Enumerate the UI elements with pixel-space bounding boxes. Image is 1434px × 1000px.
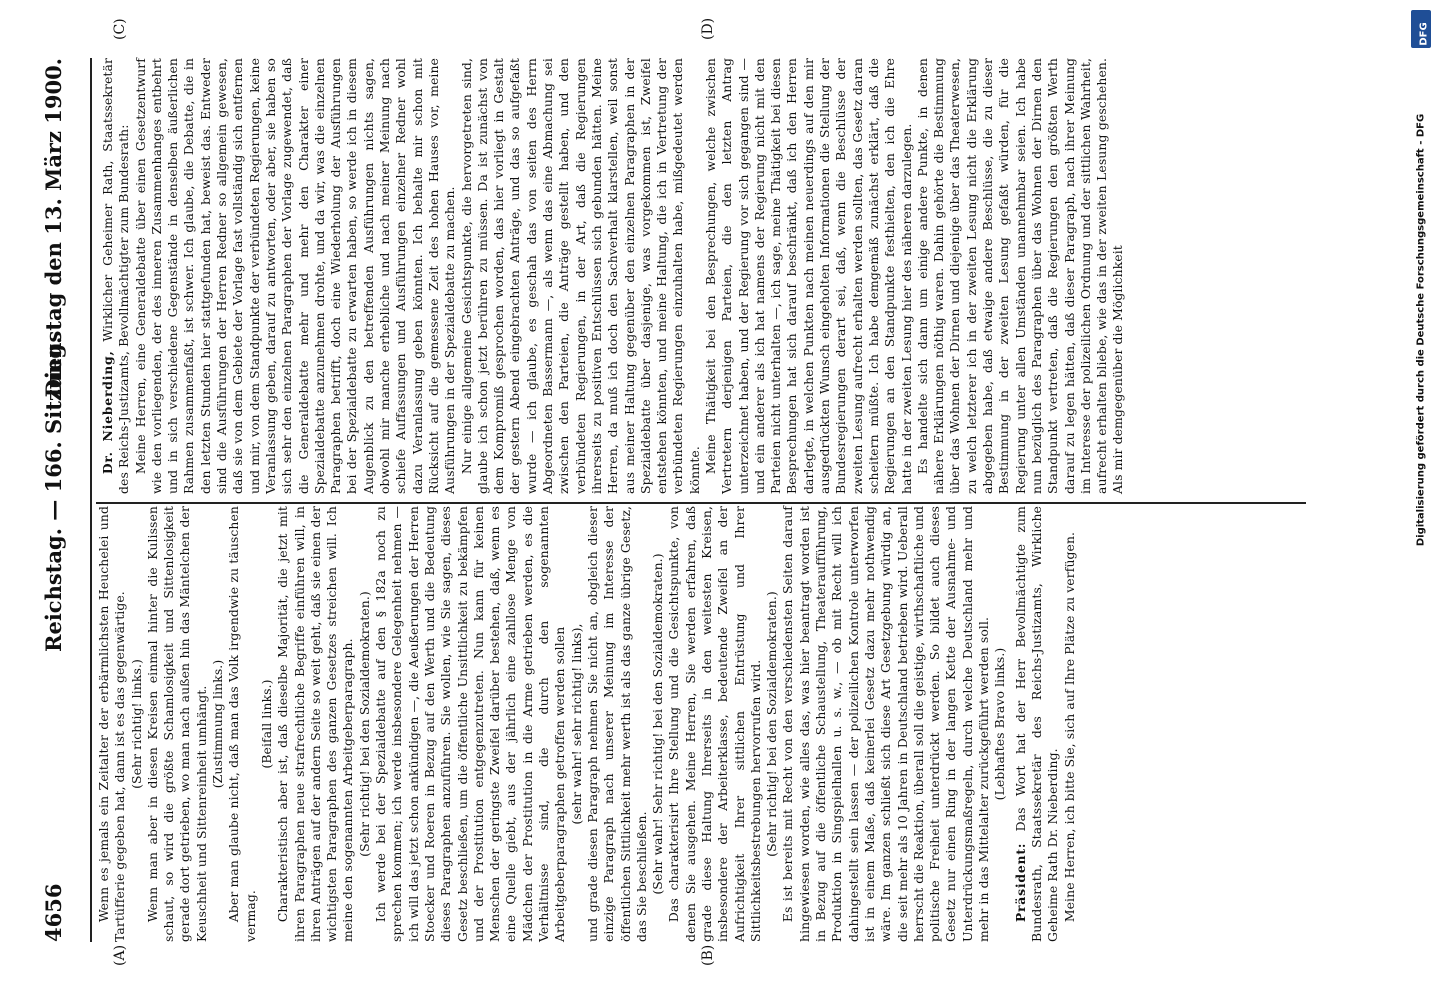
dfg-logo: [1411, 10, 1431, 48]
speaker-text: Wirklicher Geheimer Rath, Staatssekretär des Reichs-Justizamts, Bevollmächtigter zum Bundesrath:: [100, 58, 132, 494]
speaker-paragraph: [1013, 506, 1062, 942]
digitization-credit: Digitalisierung gefördert durch die Deutsche Forschungsgemeinschaft - DFG: [1415, 113, 1427, 547]
paragraph: Es handelte sich dann um einige andere Punkte, in denen nähere Erklärungen nöthig waren. Dahin gehörte die Bestimmung über das Wohnen der Dirnen und diejenige über das Theaterwesen, zu welch letzterer ich in der zweiten Lesung nicht die Erklärung abgegeben habe, daß etwaige andere Beschlüsse, die zu dieser Bestimmung in der zweiten Lesung gefaßt würden, für die Regierung unter allen Umständen unannehmbar seien. Ich habe nun bezüglich des Paragraphen über das Wohnen der Dirnen den Standpunkt vertreten, daß die Regierungen den größten Werth darauf zu legen hätten, daß dieser Paragraph, nach ihrer Meinung im Interesse der polizeilichen Ordnung und der sittlichen Wahrheit, aufrecht erhalten bliebe, wie das in der zweiten Lesung geschehen. Als mir demgegenüber die Möglichkeit: [914, 58, 1126, 494]
interjection: (Lebhaftes Bravo links.): [992, 647, 1008, 801]
speaker-name: Dr. Nieberding,: [100, 350, 115, 475]
header-rule: [90, 58, 92, 942]
digitization-sidebar: [1408, 0, 1434, 1000]
speaker-name: Präsident:: [1012, 842, 1028, 923]
margin-marker-c: (C): [112, 18, 128, 40]
margin-marker-b: (B): [700, 944, 716, 966]
interjection: (Zustimmung links.): [210, 659, 226, 789]
margin-marker-a: (A): [112, 944, 128, 966]
interjection: (Sehr richtig! bei den Sozialdemokraten.): [356, 591, 372, 857]
running-head-left: Reichstag. — 166. Sitzung.: [41, 336, 66, 652]
paragraph: Wenn man aber in diesen Kreisen einmal hinter die Kulissen schaut, so wird die größte Schamlosigkeit und Sittenlosigkeit gerade dort getrieben, wo man nach außen hin das Mäntelchen der Keuschheit und Sittenreinheit umhängt.: [144, 506, 209, 942]
paragraph: Wenn es jemals ein Zeitalter der erbärmlichsten Heuchelei und Tartüfferie gegeben hat, dann ist es das gegenwärtige.: [96, 506, 128, 942]
running-head: [34, 58, 74, 942]
margin-marker-d: (D): [700, 17, 716, 40]
paragraph: Es ist bereits mit Recht von den verschiedensten Seiten darauf hingewiesen worden, wie alles das, was hier beantragt worden ist in Bezug auf die öffentliche Schaustellung, Theateraufführung, Produktion in Singspielhallen u. s. w., — ob mit Recht will ich dahingestellt sein lassen — der polizeilichen Kontrole unterworfen ist in einem Maße, daß keinerlei Gesetz dazu mehr nothwendig wäre. Im ganzen schließt sich diese Art Gesetzgebung würdig an, die seit mehr als 10 Jahren in Deutschland betrieben wird. Ueberall herrscht die Reaktion, überall soll die geistige, wirthschaftliche und politische Freiheit unterdrückt werden. So bildet auch dieses Gesetz nur einen Ring in der langen Kette der Ausnahme- und Unterdrückungsmaßregeln, durch welche Deutschland mehr und mehr in das Mittelalter zurückgeführt werden soll.: [780, 506, 992, 942]
speaker-text: Das Wort hat der Herr Bevollmächtigte zum Bundesrath, Staatssekretär des Reichs-Justizamts, Wirkliche Geheime Rath Dr. Nieberding.: [1012, 506, 1061, 942]
interjection: (sehr wahr! sehr richtig! links),: [568, 623, 584, 825]
paragraph: und grade diesen Paragraph nehmen Sie nicht an, obgleich dieser einzige Paragraph nach unserer Meinung im Interesse der öffentlichen Sittlichkeit mehr werth ist als das ganze übrige Gesetz, das Sie beschließen.: [584, 506, 649, 942]
interjection: (Beifall links.): [258, 679, 274, 769]
running-head-right: Dienstag den 13. März 1900.: [41, 58, 66, 398]
paragraph: Ich werde bei der Spezialdebatte auf den § 182a noch zu sprechen kommen; ich werde insbesondere Gelegenheit nehmen — ich will das jetzt schon ankündigen —, die Aeußerungen der Herren Stoecker und Roeren in Bezug auf den Werth und die Bedeutung dieses Paragraphen anzuführen. Sie wollen, wie Sie sagen, dieses Gesetz beschließen, um die öffentliche Unsittlichkeit zu bekämpfen und der Prostitution entgegenzutreten. Nun kann für keinen Menschen der geringste Zweifel darüber bestehen, daß, wenn es eine Quelle giebt, aus der jährlich eine zahllose Menge von Mädchen der Prostitution in die Arme getrieben werden, es die Verhältnisse sind, die durch den sogenannten Arbeitgeberparagraphen getroffen werden sollen: [373, 506, 568, 942]
interjection: (Sehr wahr! Sehr richtig! bei den Sozialdemokraten.): [650, 553, 666, 895]
dfg-logo-text: DFG: [1418, 22, 1430, 46]
page-number: 4656: [41, 883, 66, 942]
paragraph: Meine Herren, eine Generaldebatte über einen Gesetzentwurf wie den vorliegenden, der des inneren Zusammenhanges entbehrt und in sich verschiedene Gegenstände in denselben äußerlichen Rahmen zusammenfaßt, ist schwer. Ich glaube, die Debatte, die in den letzten Stunden hier stattgefunden hat, beweist das. Entweder sind die Ausführungen der Herren Redner so allgemein gewesen, daß sie von dem Gebiete der Vorlage fast vollständig sich entfernen und mir, von dem Standpunkte der verbündeten Regierungen, keine Veranlassung geben, darauf zu antworten, oder aber, sie haben so sich sehr den einzelnen Paragraphen der Vorlage zugewendet, daß die Generaldebatte mehr und mehr den Charakter einer Spezialdebatte anzunehmen drohte, und da wir, was die einzelnen Paragraphen betrifft, doch eine Wiederholung der Ausführungen bei der Spezialdebatte zu erwarten haben, so werde ich in diesem Augenblick zu den betreffenden Ausführungen nichts sagen, obwohl mir manche erhebliche und nach meiner Meinung nach schiefe Auffassungen und Ausführungen einzelner Redner wohl dazu Veranlassung geben könnten. Ich behalte mir schon mit Rücksicht auf die gemessene Zeit des hohen Hauses vor, meine Ausführungen in der Spezialdebatte zu machen.: [132, 58, 458, 494]
paragraph: Aber man glaube nicht, daß man das Volk irgendwie zu täuschen vermag.: [226, 506, 258, 942]
interjection: (Sehr richtig! bei den Sozialdemokraten.): [764, 591, 780, 857]
paragraph: Charakteristisch aber ist, daß dieselbe Majorität, die jetzt mit ihren Paragraphen neue strafrechtliche Begriffe einführen will, in ihren Anträgen auf der andern Seite so weit geht, daß sie einen der wichtigsten Paragraphen des ganzen Gesetzes streichen will. Ich meine den sogenannten Arbeitgeberparagraph.: [275, 506, 356, 942]
paragraph: Meine Herren, ich bitte Sie, sich auf Ihre Plätze zu verfügen.: [1061, 531, 1077, 923]
right-column: [96, 58, 1321, 494]
left-column: [96, 506, 1321, 942]
paragraph: Das charakterisirt Ihre Stellung und die Gesichtspunkte, von denen Sie ausgehen. Meine Herren, Sie werden erfahren, daß grade diese Haltung Ihrerseits in den weitesten Kreisen, insbesondere der Arbeiterklasse, bedeutende Zweifel an der Aufrichtigkeit Ihrer sittlichen Entrüstung und Ihrer Sittlichkeitsbestrebungen hervorrufen wird.: [666, 506, 763, 942]
speaker-paragraph: [100, 58, 133, 494]
paragraph: Nur einige allgemeine Gesichtspunkte, die hervorgetreten sind, glaube ich schon jetzt berühren zu müssen. Da ist zunächst von dem Kompromiß gesprochen worden, das hier vorliegt in Gestalt der gestern Abend eingebrachten Anträge, und das so aufgefaßt wurde — ich glaube, es geschah das von seiten des Herrn Abgeordneten Bassermann —, als wenn das eine Abmachung sei zwischen den Parteien, die Anträge gestellt haben, und den verbündeten Regierungen, in der Art, daß die Regierungen ihrerseits zu positiven Entschlüssen sich gebunden hätten. Meine Herren, da muß ich doch den Sachverhalt klarstellen, weil sonst aus meiner Haltung gegenüber den einzelnen Paragraphen in der Spezialdebatte über dasjenige, was vorgekommen ist, Zweifel entstehen könnten, und meine Haltung, die ich in Vertretung der verbündeten Regierungen einzuhalten habe, mißgedeutet werden könnte.: [458, 58, 702, 494]
column-divider: [96, 502, 1306, 504]
paragraph: Meine Thätigkeit bei den Besprechungen, welche zwischen Vertretern derjenigen Parteien, die den letzten Antrag unterzeichnet haben, und der Regierung vor sich gegangen sind — und ein anderer als ich hat namens der Regierung nicht mit den Parteien nicht unterhalten —, ich sage, meine Thätigkeit bei diesen Besprechungen hat sich darauf beschränkt, daß ich den Herren darlegte, in welchen Punkten nach meinen neuerdings auf den mir ausgedrückten Wunsch eingeholten Informationen die Stellung der Bundesregierungen derart sei, daß, wenn die Beschlüsse der zweiten Lesung aufrecht erhalten werden sollten, das Gesetz daran scheitern müßte. Ich habe demgemäß zunächst erklärt, daß die Regierungen an den Standpunkte festhielten, den ich die Ehre hatte in der zweiten Lesung hier des näheren darzulegen.: [702, 58, 914, 494]
interjection: (Sehr richtig! links.): [128, 659, 144, 789]
